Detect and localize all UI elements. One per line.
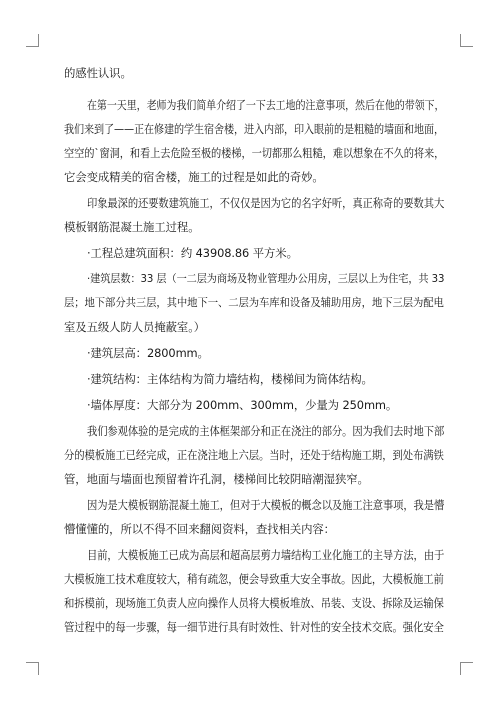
- text-line: 懵懂懂的，所以不得不回来翻阅资料，查找相关内容：: [64, 522, 335, 536]
- text-line: ·墙体厚度：大部分为 200mm、300mm，少量为 250mm。: [87, 398, 398, 412]
- text-line: 的感性认识。: [64, 66, 132, 80]
- text-line: ·建筑层数：33 层（一二层为商场及物业管理办公用房，三层以上为住宅，共 33: [87, 272, 445, 285]
- text-line: 我们来到了——正在修建的学生宿舍楼，进入内部，印入眼前的是粗糙的墙面和地面，: [64, 122, 445, 136]
- crop-mark-top-right: [460, 34, 473, 47]
- text-line: 和拆模前，现场施工负责人应向操作人员将大模板堆放、吊装、支设、拆除及运输保: [64, 596, 444, 610]
- text-line: 室及五级人防人员掩蔽室。）: [64, 320, 206, 334]
- crop-mark-bottom-right: [460, 662, 473, 675]
- text-line: 空空的`窗洞，和看上去危险至极的楼梯，一切都那么粗糙，难以想象在不久的将来，: [64, 146, 445, 160]
- text-line: ·建筑结构：主体结构为简力墙结构，楼梯间为筒体结构。: [87, 372, 373, 386]
- text-line: 印象最深的还要数建筑施工，不仅仅是因为它的名字好听，真正称奇的要数其大: [87, 196, 445, 210]
- crop-mark-bottom-left: [26, 662, 39, 675]
- text-line: 分的模板施工已经完成，正在浇注地上六层。当时，还处于结构施工期，到处布满铁: [64, 448, 444, 462]
- text-line: 因为是大模板钢筋混凝土施工，但对于大模板的概念以及施工注意事项，我是懵: [87, 498, 445, 512]
- crop-mark-top-left: [26, 34, 39, 47]
- text-line: 模板钢筋混凝土施工过程。: [64, 220, 200, 234]
- text-line: ·建筑层高：2800mm。: [87, 346, 209, 360]
- text-line: 层；地下部分共三层，其中地下一、二层为车库和设备及辅助用房，地下三层为配电: [64, 296, 444, 309]
- text-line: 它会变成精美的宿舍楼，施工的过程是如此的奇妙。: [64, 170, 324, 184]
- text-line: 目前，大模板施工已成为高层和超高层剪力墙结构工业化施工的主导方法，由于: [87, 548, 445, 562]
- text-line: 管过程中的每一步骤，每一细节进行具有时效性、针对性的安全技术交底。强化安全: [64, 620, 444, 634]
- text-line: 我们参观体验的是完成的主体框架部分和正在浇注的部分。因为我们去时地下部: [87, 424, 445, 438]
- text-line: ·工程总建筑面积：约 43908.86 平方米。: [87, 246, 298, 260]
- text-line: 大模板施工技术难度较大，稍有疏忽，便会导致重大安全事故。因此，大模板施工前: [64, 572, 444, 586]
- text-line: 在第一天里，老师为我们简单介绍了一下去工地的注意事项，然后在他的带领下，: [87, 98, 445, 112]
- text-line: 管，地面与墙面也预留着许孔洞，楼梯间比较阴暗潮湿狭窄。: [64, 472, 369, 486]
